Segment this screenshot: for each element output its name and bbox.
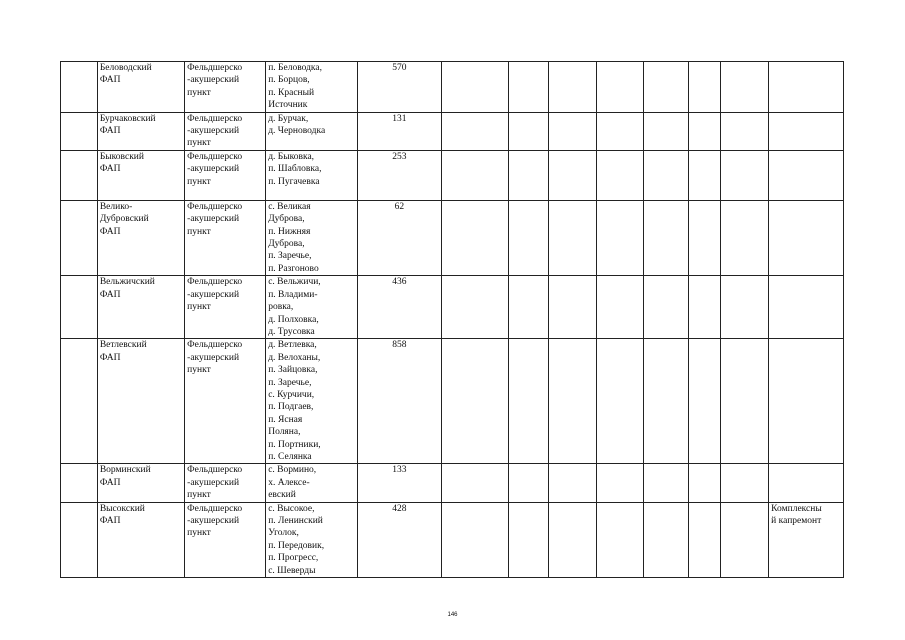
type-line: -акушерский xyxy=(187,164,240,175)
table-row xyxy=(61,502,844,577)
empty-cell xyxy=(441,62,508,113)
name-line: ФАП xyxy=(99,75,121,86)
places-line: п. Портники, xyxy=(268,439,321,450)
type-line: Фельдшерско xyxy=(187,340,243,351)
note-cell xyxy=(769,464,844,502)
places-line: д. Быковка, xyxy=(268,151,315,162)
table-row xyxy=(61,276,844,339)
name-line: Бурчаковский xyxy=(99,113,156,124)
type-line: пункт xyxy=(187,226,211,237)
note-cell xyxy=(769,150,844,200)
name-line: ФАП xyxy=(99,226,121,237)
table-row xyxy=(61,150,844,200)
type-line: -акушерский xyxy=(187,289,240,300)
empty-cell xyxy=(509,276,549,339)
facility-name-cell xyxy=(97,339,184,464)
name-line: Беловодский xyxy=(99,63,152,73)
empty-cell xyxy=(643,150,688,200)
type-line: Фельдшерско xyxy=(187,63,243,73)
places-line: Поляна, xyxy=(268,427,301,438)
places-line: Уголок, xyxy=(268,528,299,539)
type-line: -акушерский xyxy=(187,516,240,526)
empty-cell xyxy=(596,276,643,339)
places-line: евский xyxy=(268,490,296,501)
facility-type-cell xyxy=(185,112,266,150)
empty-cell xyxy=(643,276,688,339)
empty-cell xyxy=(549,150,596,200)
facility-name-cell xyxy=(97,464,184,502)
table-body xyxy=(61,62,844,578)
population-cell: 858 xyxy=(357,339,441,464)
note-cell xyxy=(769,112,844,150)
empty-cell xyxy=(441,502,508,577)
name-line: Высокский xyxy=(99,503,145,514)
empty-cell xyxy=(720,62,768,113)
empty-cell xyxy=(720,276,768,339)
facility-type-cell xyxy=(185,276,266,339)
number-cell xyxy=(61,112,98,150)
empty-cell xyxy=(549,276,596,339)
name-line: ФАП xyxy=(99,126,121,137)
name-line: ФАП xyxy=(99,477,121,488)
empty-cell xyxy=(720,339,768,464)
type-line: -акушерский xyxy=(187,352,240,363)
empty-cell xyxy=(549,502,596,577)
facilities-table xyxy=(60,61,844,578)
facility-name-cell xyxy=(97,150,184,200)
name-line: Быковский xyxy=(99,151,144,162)
name-line: ФАП xyxy=(99,164,121,175)
number-cell xyxy=(61,200,98,275)
places-line: п. Шабловка, xyxy=(268,164,322,175)
facility-type-cell xyxy=(185,200,266,275)
type-line: Фельдшерско xyxy=(187,201,243,212)
population-cell: 131 xyxy=(357,112,441,150)
type-line: пункт xyxy=(187,302,211,313)
empty-cell xyxy=(720,464,768,502)
empty-cell xyxy=(689,150,721,200)
note-cell xyxy=(769,502,844,577)
facility-type-cell xyxy=(185,339,266,464)
empty-cell xyxy=(509,464,549,502)
places-line: п. Прогресс, xyxy=(268,553,319,564)
places-line: п. Борцов, xyxy=(268,75,310,86)
empty-cell xyxy=(509,339,549,464)
number-cell xyxy=(61,276,98,339)
empty-cell xyxy=(596,200,643,275)
empty-cell xyxy=(643,112,688,150)
places-line: д. Бурчак, xyxy=(268,113,309,124)
type-line: -акушерский xyxy=(187,214,240,225)
page-number: 146 xyxy=(447,612,458,618)
empty-cell xyxy=(549,464,596,502)
places-line: п. Зайцовка, xyxy=(268,365,318,376)
facility-name-cell xyxy=(97,112,184,150)
places-line: п. Передовик, xyxy=(268,540,325,551)
empty-cell xyxy=(643,464,688,502)
empty-cell xyxy=(689,112,721,150)
places-line: п. Заречье, xyxy=(268,251,312,262)
places-line: п. Беловодка, xyxy=(268,63,322,73)
places-line: п. Селянка xyxy=(268,451,312,462)
empty-cell xyxy=(689,62,721,113)
places-line: с. Высокое, xyxy=(268,503,315,514)
places-line: д. Черноводка xyxy=(268,126,326,137)
note-cell xyxy=(769,200,844,275)
facility-name-cell xyxy=(97,200,184,275)
number-cell xyxy=(61,339,98,464)
type-line: пункт xyxy=(187,490,211,501)
empty-cell xyxy=(643,62,688,113)
empty-cell xyxy=(509,150,549,200)
places-line: п. Ясная xyxy=(268,414,303,425)
type-line: Фельдшерско xyxy=(187,113,243,124)
empty-cell xyxy=(549,62,596,113)
places-line: Источник xyxy=(268,100,308,111)
places-line: п. Пугачевка xyxy=(268,176,320,187)
places-line: с. Вельжичи, xyxy=(268,277,321,288)
empty-cell xyxy=(689,200,721,275)
places-line: д. Велоханы, xyxy=(268,352,321,363)
places-line: с. Курчичи, xyxy=(268,389,315,400)
places-line: с. Вормино, xyxy=(268,465,317,476)
places-line: Дуброва, xyxy=(268,214,305,225)
name-line: ФАП xyxy=(99,289,121,300)
empty-cell xyxy=(441,150,508,200)
note-cell xyxy=(769,62,844,113)
empty-cell xyxy=(596,464,643,502)
name-line: ФАП xyxy=(99,352,121,363)
empty-cell xyxy=(509,200,549,275)
number-cell xyxy=(61,464,98,502)
note-line: й капремонт xyxy=(771,516,822,526)
empty-cell xyxy=(720,200,768,275)
type-line: Фельдшерско xyxy=(187,503,243,514)
name-line: Вельжичский xyxy=(99,277,155,288)
empty-cell xyxy=(643,339,688,464)
places-line: п. Владими- xyxy=(268,289,318,300)
empty-cell xyxy=(689,502,721,577)
places-line: п. Разгоново xyxy=(268,263,319,274)
population-cell: 436 xyxy=(357,276,441,339)
empty-cell xyxy=(643,502,688,577)
places-line: п. Подгаев, xyxy=(268,402,314,413)
places-line: х. Алексе- xyxy=(268,477,310,488)
facility-type-cell xyxy=(185,62,266,113)
served-places-cell xyxy=(266,112,358,150)
empty-cell xyxy=(596,62,643,113)
places-line: д. Полховка, xyxy=(268,314,319,325)
number-cell xyxy=(61,150,98,200)
table-row xyxy=(61,339,844,464)
places-line: с. Шеверды xyxy=(268,565,316,576)
places-line: ровка, xyxy=(268,302,294,313)
places-line: Дуброва, xyxy=(268,239,305,250)
population-cell: 62 xyxy=(357,200,441,275)
places-line: с. Великая xyxy=(268,201,311,212)
served-places-cell xyxy=(266,276,358,339)
empty-cell xyxy=(549,112,596,150)
type-line: Фельдшерско xyxy=(187,151,243,162)
empty-cell xyxy=(689,464,721,502)
population-cell: 253 xyxy=(357,150,441,200)
empty-cell xyxy=(441,112,508,150)
empty-cell xyxy=(689,339,721,464)
facility-type-cell xyxy=(185,502,266,577)
population-cell: 570 xyxy=(357,62,441,113)
facility-name-cell xyxy=(97,276,184,339)
number-cell xyxy=(61,62,98,113)
note-line: Комплексны xyxy=(771,503,822,514)
served-places-cell xyxy=(266,502,358,577)
type-line: пункт xyxy=(187,365,211,376)
table-row xyxy=(61,464,844,502)
empty-cell xyxy=(689,276,721,339)
name-line: Ворминский xyxy=(99,465,151,476)
empty-cell xyxy=(509,112,549,150)
facility-type-cell xyxy=(185,464,266,502)
empty-cell xyxy=(441,276,508,339)
population-cell: 133 xyxy=(357,464,441,502)
places-line: п. Заречье, xyxy=(268,377,312,388)
name-line: Велико- xyxy=(99,201,133,212)
empty-cell xyxy=(596,150,643,200)
empty-cell xyxy=(441,339,508,464)
type-line: пункт xyxy=(187,138,211,149)
type-line: Фельдшерско xyxy=(187,465,243,476)
facility-type-cell xyxy=(185,150,266,200)
empty-cell xyxy=(549,200,596,275)
empty-cell xyxy=(441,464,508,502)
empty-cell xyxy=(596,112,643,150)
type-line: -акушерский xyxy=(187,477,240,488)
places-line: д. Ветлевка, xyxy=(268,340,317,351)
empty-cell xyxy=(720,150,768,200)
population-cell: 428 xyxy=(357,502,441,577)
empty-cell xyxy=(596,339,643,464)
empty-cell xyxy=(441,200,508,275)
empty-cell xyxy=(720,502,768,577)
served-places-cell xyxy=(266,150,358,200)
number-cell xyxy=(61,502,98,577)
places-line: п. Нижняя xyxy=(268,226,311,237)
empty-cell xyxy=(549,339,596,464)
served-places-cell xyxy=(266,200,358,275)
places-line: п. Ленинский xyxy=(268,516,323,526)
empty-cell xyxy=(509,502,549,577)
table-row xyxy=(61,112,844,150)
empty-cell xyxy=(596,502,643,577)
name-line: ФАП xyxy=(99,516,121,526)
type-line: -акушерский xyxy=(187,75,240,86)
empty-cell xyxy=(720,112,768,150)
empty-cell xyxy=(509,62,549,113)
name-line: Дубровский xyxy=(99,214,149,225)
table-row xyxy=(61,62,844,113)
served-places-cell xyxy=(266,62,358,113)
type-line: пункт xyxy=(187,528,211,539)
type-line: -акушерский xyxy=(187,126,240,137)
name-line: Ветлевский xyxy=(99,340,147,351)
facility-name-cell xyxy=(97,62,184,113)
places-line: д. Трусовка xyxy=(268,326,315,337)
served-places-cell xyxy=(266,464,358,502)
table-row xyxy=(61,200,844,275)
type-line: Фельдшерско xyxy=(187,277,243,288)
served-places-cell xyxy=(266,339,358,464)
places-line: п. Красный xyxy=(268,87,315,98)
note-cell xyxy=(769,339,844,464)
note-cell xyxy=(769,276,844,339)
empty-cell xyxy=(643,200,688,275)
type-line: пункт xyxy=(187,87,211,98)
type-line: пункт xyxy=(187,176,211,187)
facility-name-cell xyxy=(97,502,184,577)
